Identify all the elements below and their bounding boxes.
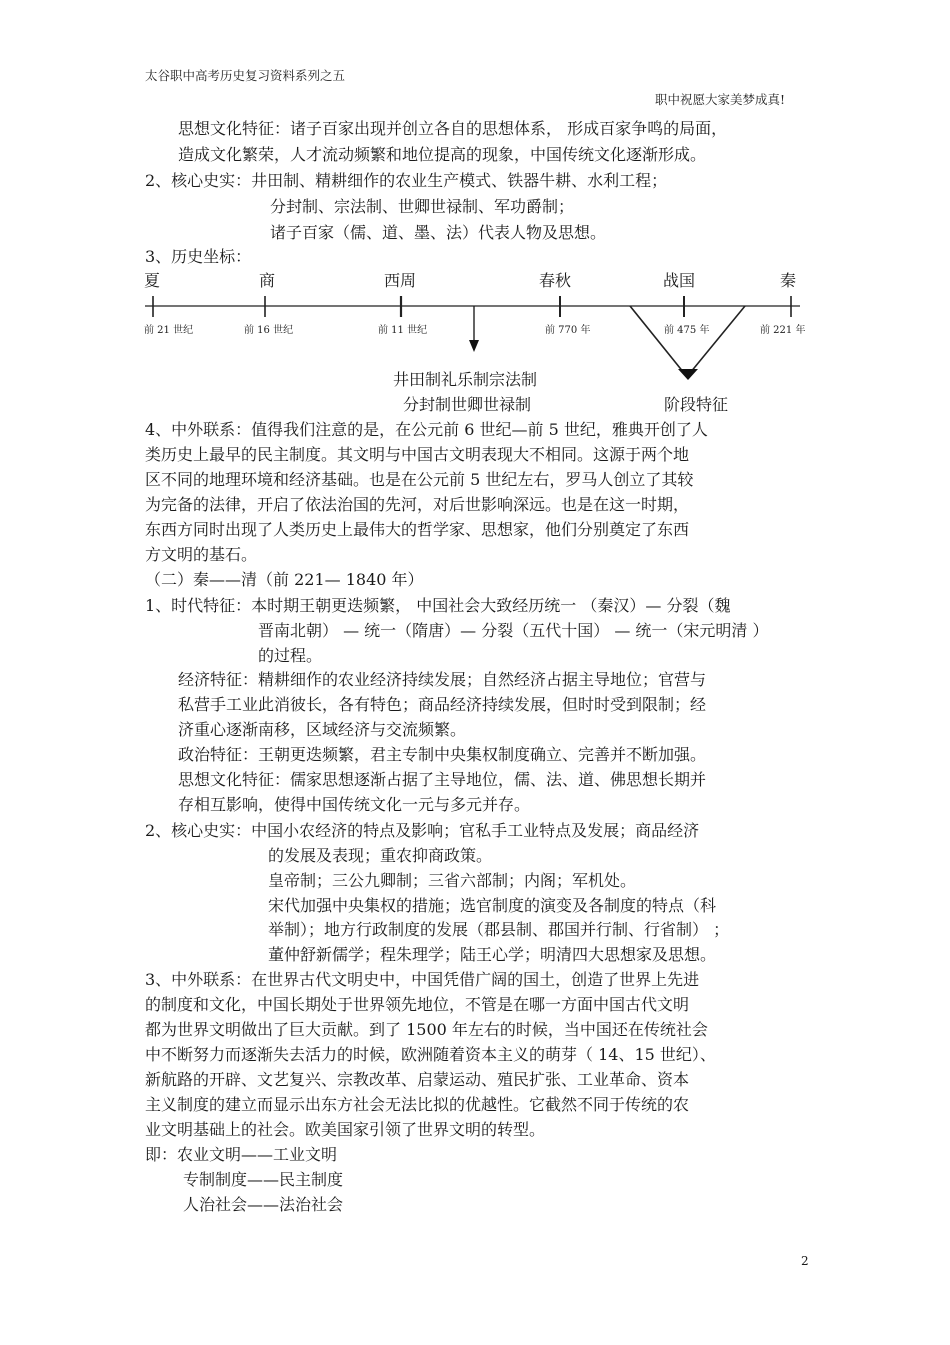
text-line: 董仲舒新儒学；程朱理学；陆王心学；明清四大思想家及思想。 <box>268 945 717 964</box>
text-line: 人治社会——法治社会 <box>183 1195 344 1214</box>
page-number: 2 <box>801 1254 809 1268</box>
text-line: 1、时代特征：本时期王朝更迭频繁， 中国社会大致经历统一 （秦汉）— 分裂（魏 <box>145 596 731 615</box>
timeline-year-label: 前 221 年 <box>760 325 806 336</box>
text-line: 2、核心史实：中国小农经济的特点及影响；官私手工业特点及发展；商品经济 <box>145 821 700 840</box>
timeline-dynasty-label: 战国 <box>663 271 696 290</box>
timeline-dynasty-label: 夏 <box>144 271 161 290</box>
text-line: 思想文化特征：儒家思想逐渐占据了主导地位，儒、法、道、佛思想长期并 <box>178 770 707 789</box>
text-line: 4、中外联系：值得我们注意的是，在公元前 6 世纪—前 5 世纪，雅典开创了人 <box>145 420 708 439</box>
pointer-arrow-head <box>469 340 479 352</box>
text-line: 思想文化特征：诸子百家出现并创立各自的思想体系， 形成百家争鸣的局面， <box>178 119 728 138</box>
header-left: 太谷职中高考历史复习资料系列之五 <box>145 68 346 83</box>
v-arrow-left <box>630 306 684 373</box>
text-line: 主义制度的建立而显示出东方社会无法比拟的优越性。它截然不同于传统的农 <box>145 1095 690 1114</box>
timeline-note: 分封制世卿世禄制 <box>403 395 532 414</box>
text-line: 为完备的法律，开启了依法治国的先河，对后世影响深远。也是在这一时期， <box>145 495 690 514</box>
text-line: 政治特征：王朝更迭频繁，君主专制中央集权制度确立、完善并不断加强。 <box>178 745 707 764</box>
text-line: 私营手工业此消彼长，各有特色；商品经济持续发展，但时时受到限制；经 <box>178 695 707 714</box>
text-line: 分封制、宗法制、世卿世禄制、军功爵制； <box>270 197 575 216</box>
text-line: 造成文化繁荣，人才流动频繁和地位提高的现象，中国传统文化逐渐形成。 <box>178 145 707 164</box>
text-line: 经济特征：精耕细作的农业经济持续发展；自然经济占据主导地位；官营与 <box>178 670 707 689</box>
timeline-year-label: 前 11 世纪 <box>378 325 428 336</box>
text-line: 3、中外联系：在世界古代文明史中，中国凭借广阔的国土，创造了世界上先进 <box>145 970 700 989</box>
text-line: 3、历史坐标： <box>145 247 252 266</box>
timeline-graphic <box>0 0 950 400</box>
text-line: 类历史上最早的民主制度。其文明与中国古文明表现大不相同。这源于两个地 <box>145 445 690 464</box>
text-line: 的制度和文化，中国长期处于世界领先地位，不管是在哪一方面中国古代文明 <box>145 995 690 1014</box>
text-line: 2、核心史实：井田制、精耕细作的农业生产模式、铁器牛耕、水利工程； <box>145 171 668 190</box>
text-line: 东西方同时出现了人类历史上最伟大的哲学家、思想家，他们分别奠定了东西 <box>145 520 690 539</box>
v-arrow-head <box>678 369 698 380</box>
header-right: 职中祝愿大家美梦成真! <box>655 92 786 107</box>
text-line: 即：农业文明——工业文明 <box>145 1145 338 1164</box>
timeline-year-label: 前 475 年 <box>664 325 710 336</box>
timeline-dynasty-label: 秦 <box>780 271 797 290</box>
text-line: 都为世界文明做出了巨大贡献。到了 1500 年左右的时候，当中国还在传统社会 <box>145 1020 708 1039</box>
timeline-note: 井田制礼乐制宗法制 <box>393 370 538 389</box>
text-line: 晋南北朝） — 统一（隋唐）— 分裂（五代十国） — 统一（宋元明清 ） <box>258 621 769 640</box>
text-line: 区不同的地理环境和经济基础。也是在公元前 5 世纪左右，罗马人创立了其较 <box>145 470 694 489</box>
text-line: 中不断努力而逐渐失去活力的时候，欧洲随着资本主义的萌芽（ 14、15 世纪）、 <box>145 1045 716 1064</box>
text-line: 新航路的开辟、文艺复兴、宗教改革、启蒙运动、殖民扩张、工业革命、资本 <box>145 1070 690 1089</box>
text-line: 专制制度——民主制度 <box>183 1170 344 1189</box>
text-line: 方文明的基石。 <box>145 545 258 564</box>
text-line: 举制）；地方行政制度的发展（郡县制、郡国并行制、行省制） ； <box>268 920 730 939</box>
text-line: 的过程。 <box>258 646 323 665</box>
text-line: 济重心逐渐南移，区域经济与交流频繁。 <box>178 720 467 739</box>
timeline-dynasty-label: 商 <box>259 271 276 290</box>
text-line: 存相互影响，使得中国传统文化一元与多元并存。 <box>178 795 531 814</box>
text-line: 皇帝制；三公九卿制；三省六部制；内阁；军机处。 <box>268 871 637 890</box>
text-line: 的发展及表现；重农抑商政策。 <box>268 846 493 865</box>
timeline-dynasty-label: 西周 <box>384 271 417 290</box>
text-line: 宋代加强中央集权的措施；选官制度的演变及各制度的特点（科 <box>268 896 717 915</box>
timeline-note: 阶段特征 <box>664 395 729 414</box>
timeline-dynasty-label: 春秋 <box>539 271 572 290</box>
text-line: 业文明基础上的社会。欧美国家引领了世界文明的转型。 <box>145 1120 546 1139</box>
section-heading: （二）秦——清（前 221— 1840 年） <box>145 570 424 589</box>
timeline-year-label: 前 21 世纪 <box>144 325 194 336</box>
v-arrow-right <box>690 306 745 373</box>
text-line: 诸子百家（儒、道、墨、法）代表人物及思想。 <box>270 223 607 242</box>
timeline-year-label: 前 16 世纪 <box>244 325 294 336</box>
timeline-year-label: 前 770 年 <box>545 325 591 336</box>
